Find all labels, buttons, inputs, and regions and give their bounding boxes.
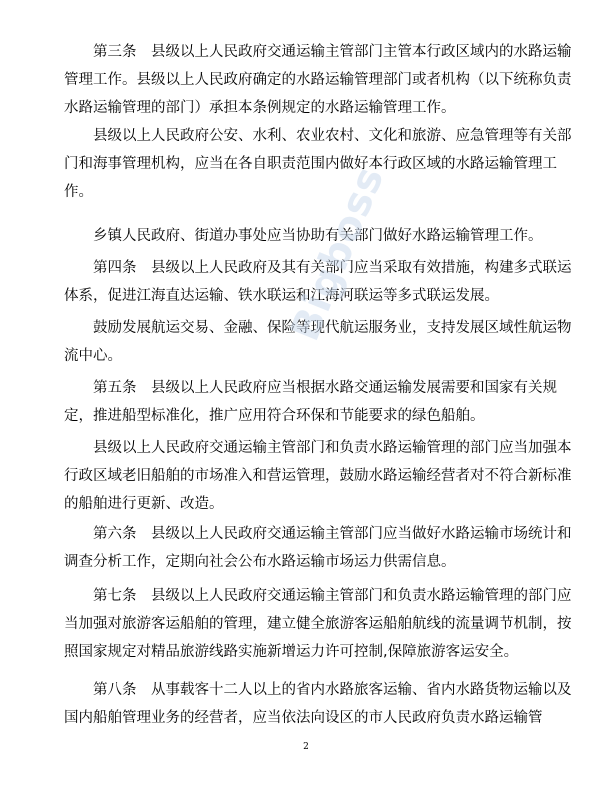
paragraph-article-7: 第七条 县级以上人民政府交通运输主管部门和负责水路运输管理的部门应当加强对旅游客运船舶的管理，建立健全旅游客运船舶航线的流量调节机制，按照国家规定对精品旅游线路实施新增运力许可控制,保障旅游客运安全。 bbox=[64, 588, 572, 660]
paragraph-article-4-clause-2: 鼓励发展航运交易、金融、保险等现代航运服务业，支持发展区域性航运物流中心。 bbox=[64, 320, 572, 364]
paragraph-article-4: 第四条 县级以上人民政府及其有关部门应当采取有效措施，构建多式联运体系，促进江海直达运输、铁水联运和江海河联运等多式联运发展。 bbox=[64, 260, 572, 304]
paragraph-article-5-clause-2: 县级以上人民政府交通运输主管部门和负责水路运输管理的部门应当加强本行政区域老旧船舶的市场准入和营运管理，鼓励水路运输经营者对不符合新标准的船舶进行更新、改造。 bbox=[64, 440, 572, 512]
paragraph-article-6: 第六条 县级以上人民政府交通运输主管部门应当做好水路运输市场统计和调查分析工作，定期向社会公布水路运输市场运力供需信息。 bbox=[64, 526, 572, 570]
watermark-logo: Bigboss bbox=[282, 159, 394, 348]
paragraph-article-3-clause-2: 县级以上人民政府公安、水利、农业农村、文化和旅游、应急管理等有关部门和海事管理机构，应当在各自职责范围内做好本行政区域的水路运输管理工作。 bbox=[64, 128, 572, 200]
page-number: 2 bbox=[303, 742, 309, 752]
paragraph-article-5: 第五条 县级以上人民政府应当根据水路交通运输发展需要和国家有关规定，推进船型标准化，推广应用符合环保和节能要求的绿色船舶。 bbox=[64, 380, 557, 424]
paragraph-article-3: 第三条 县级以上人民政府交通运输主管部门主管本行政区域内的水路运输管理工作。县级以上人民政府确定的水路运输管理部门或者机构（以下统称负责水路运输管理的部门）承担本条例规定的水路运输管理工作。 bbox=[64, 44, 572, 116]
paragraph-article-3-clause-3: 乡镇人民政府、街道办事处应当协助有关部门做好水路运输管理工作。 bbox=[64, 228, 543, 244]
paragraph-article-8: 第八条 从事载客十二人以上的省内水路旅客运输、省内水路货物运输以及国内船舶管理业务的经营者，应当依法向设区的市人民政府负责水路运输管 bbox=[64, 682, 572, 726]
